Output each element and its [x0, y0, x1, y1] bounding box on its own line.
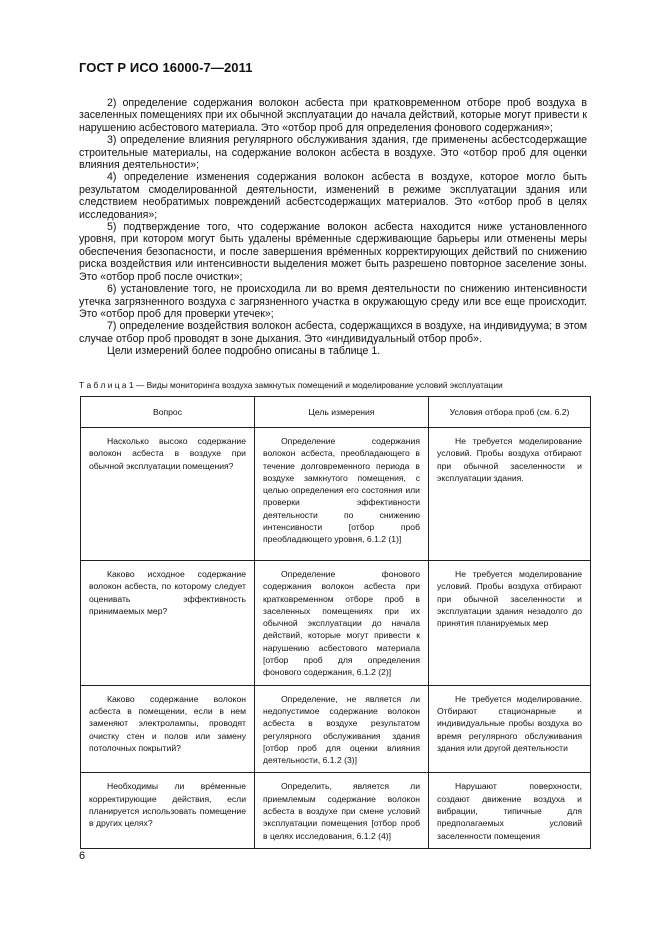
- table-header-row: [81, 397, 591, 428]
- cell-conditions: Не требуется моделирование условий. Пробы воздуха отбирают при обычной заселенности и эксплуатации здания.: [429, 428, 591, 561]
- table-row: [81, 773, 591, 849]
- paragraph-item-6: 6) установление того, не происходила ли во время деятельности по снижению интенсивности утечка загрязненного воздуха с загрязненного участка в окружающую среду или все еще происходит. Это «отбор проб для проверки утечек»;: [79, 283, 587, 320]
- cell-conditions: Не требуется моделирование. Отбирают стационарные и индивидуальные пробы воздуха во время регулярного обслуживания здания или другой деятельности: [429, 685, 591, 773]
- paragraph-table-reference: Цели измерений более подробно описаны в таблице 1.: [107, 345, 381, 358]
- cell-question: Каково исходное содержание волокон асбеста, по которому следует оценивать эффективность принимаемых мер?: [81, 561, 255, 686]
- page-number: 6: [79, 850, 86, 862]
- header-purpose: Цель измерения: [255, 397, 429, 428]
- cell-conditions: Нарушают поверхности, создают движение воздуха и вибрации, типичные для предполагаемых условий заселенности помещения: [429, 773, 591, 849]
- table-row: [81, 428, 591, 561]
- body-text: [79, 97, 587, 358]
- paragraph-item-3: 3) определение влияния регулярного обслуживания здания, где применены асбестсодержащие строительные материалы, на содержание волокон асбеста в воздухе. Это «отбор проб для оценки влияния деятельности»;: [79, 134, 587, 172]
- cell-question: Каково содержание волокон асбеста в помещении, если в нем заменяют электролампы, проводят очистку стен и полов или замену потолочных покрытий?: [81, 685, 255, 773]
- table-caption: Т а б л и ц а 1 — Виды мониторинга воздуха замкнутых помещений и моделирование условий эксплуатации: [79, 380, 503, 390]
- paragraph-item-7: 7) определение воздействия волокон асбеста, содержащихся в воздухе, на индивидуума; в этом случае отбор проб проводят в зоне дыхания. Это «индивидуальный отбор проб».: [79, 320, 587, 345]
- cell-conditions: Не требуется моделирование условий. Пробы воздуха отбирают при обычной заселенности и эксплуатации здания незадолго до принятия планируемых мер: [429, 561, 591, 686]
- cell-question: Насколько высоко содержание волокон асбеста в воздухе при обычной эксплуатации помещения?: [81, 428, 255, 561]
- table-row: [81, 561, 591, 686]
- table-row: [81, 685, 591, 773]
- paragraph-item-2: 2) определение содержания волокон асбеста при кратковременном отборе проб воздуха в заселенных помещениях при их обычной эксплуатации до начала действий, которые могут привести к нарушению асбестового материала. Это «отбор проб для определения фонового содержания»;: [79, 97, 587, 134]
- cell-question: Необходимы ли вре́менные корректирующие действия, если планируется использовать помещение в других целях?: [81, 773, 255, 849]
- paragraph-item-5: 5) подтверждение того, что содержание волокон асбеста находится ниже установленного уровня, при котором могут быть удалены вре́менные сдерживающие барьеры или отменены меры обеспечения безопасности, и после завершения вре́менных корректирующих действий по снижению риска воздействия или интенсивности выделения может быть разрешено повторное заселение зоны. Это «отбор проб после очистки»;: [79, 221, 587, 283]
- monitoring-table: [80, 396, 591, 849]
- cell-purpose: Определение, не является ли недопустимое содержание волокон асбеста в воздухе результатом регулярного обслуживания здания [отбор проб для оценки влияния деятельности, 6.1.2 (3)]: [255, 685, 429, 773]
- paragraph-item-4: 4) определение изменения содержания волокон асбеста в воздухе, которое могло быть результатом смоделированной деятельности, изменений в режиме эксплуатации здания или следствием необратимых повреждений асбестсодержащих материалов. Это «отбор проб в целях исследования»;: [79, 171, 587, 221]
- header-conditions: Условия отбора проб (см. 6.2): [429, 397, 591, 428]
- cell-purpose: Определение содержания волокон асбеста, преобладающего в течение долговременного периода в воздухе замкнутого помещения, с целью определения его состояния или проверки эффективности деятельности по снижению интенсивности [отбор проб преобладающего уровня, 6.1.2 (1)]: [255, 428, 429, 561]
- header-question: Вопрос: [81, 397, 255, 428]
- cell-purpose: Определение фонового содержания волокон асбеста при кратковременном отборе проб в заселенных помещениях при их обычной эксплуатации до начала действий, которые могут привести к нарушению асбестового материала [отбор проб для определения фонового содержания, 6.1.2 (2)]: [255, 561, 429, 686]
- document-header: ГОСТ Р ИСО 16000-7—2011: [79, 60, 253, 75]
- cell-purpose: Определить, является ли приемлемым содержание волокон асбеста в воздухе при смене условий эксплуатации помещения [отбор проб в целях исследования, 6.1.2 (4)]: [255, 773, 429, 849]
